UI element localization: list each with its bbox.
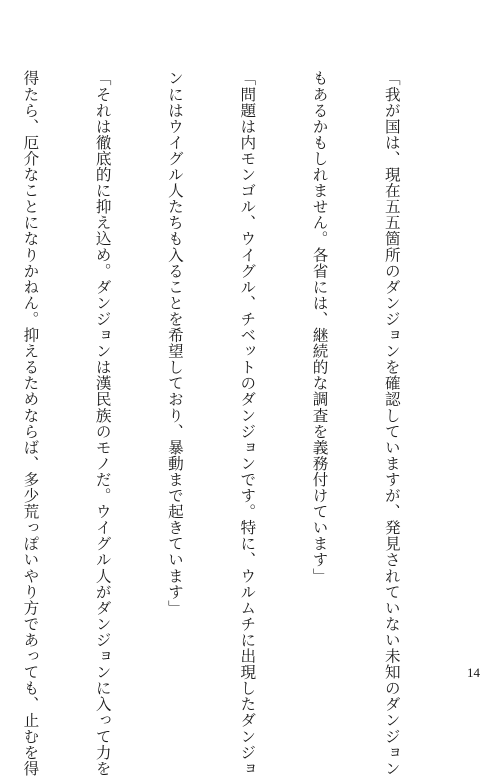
text-line: 「問題は内モンゴル、ウイグル、チベットのダンジョンです。特に、ウルムチに出現したダンジョ xyxy=(238,70,257,776)
text-line: 「我が国は、現在五五箇所のダンジョンを確認していますが、発見されていない未知のダンジョン xyxy=(382,70,401,776)
text-line: ンにはウイグル人たちも入ることを希望しており、暴動まで起きています」 xyxy=(165,70,184,616)
page-number: 14 xyxy=(467,665,480,680)
vertical-body-text xyxy=(21,70,452,776)
text-line: 得たら、厄介なことになりかねん。抑えるためならば、多少荒っぽいやり方であっても、止むを得 xyxy=(21,70,40,776)
text-line: 「それは徹底的に抑え込め。ダンジョンは漢民族のモノだ。ウイグル人がダンジョンに入って力を xyxy=(93,70,112,776)
text-line: もあるかもしれません。各省には、継続的な調査を義務付けています」 xyxy=(310,70,329,584)
